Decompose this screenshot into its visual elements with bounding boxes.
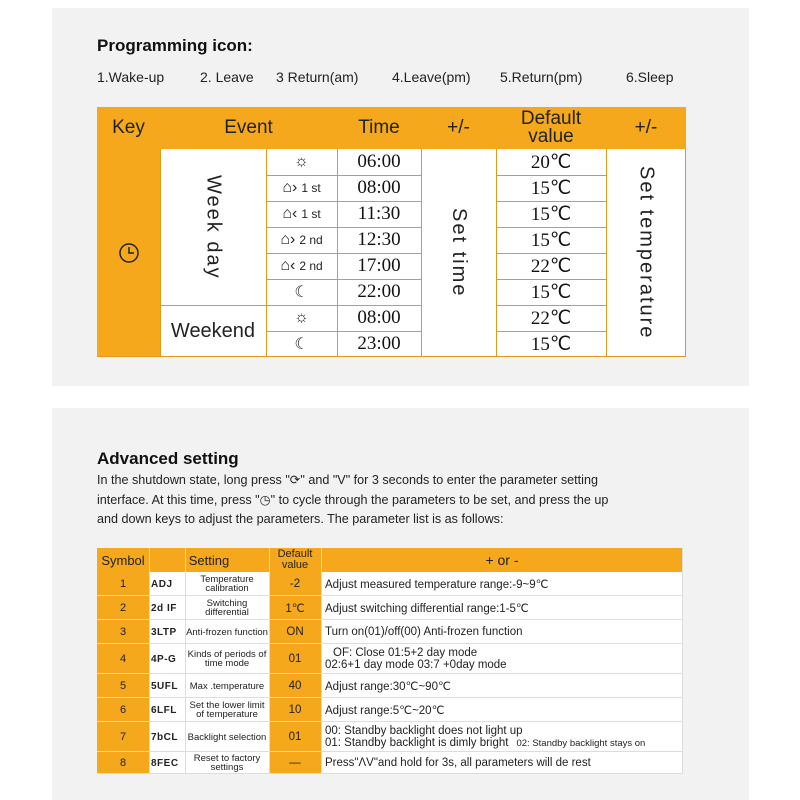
header-key: Key	[97, 107, 160, 149]
setting-name: Set the lower limit of temperature	[189, 700, 265, 720]
icon-legend-item: 2. Leave	[200, 69, 254, 85]
symbol-number: 2	[119, 602, 127, 614]
default-value: ON	[286, 626, 304, 638]
time-cell: 22:00	[357, 281, 401, 302]
programming-title: Programming icon:	[97, 36, 253, 55]
setting-name: Switching differential	[205, 598, 249, 618]
header-symbol: Symbol	[97, 548, 149, 572]
time-cell: 08:00	[357, 177, 401, 198]
icon-legend-item: 3 Return(am)	[276, 69, 359, 85]
icon-legend-item: 6.Sleep	[626, 69, 674, 85]
symbol-number: 1	[119, 578, 127, 590]
period-label: 1 st	[301, 181, 321, 195]
setting-name: Reset to factory settings	[193, 753, 261, 773]
leave-icon: ⌂›	[280, 231, 296, 248]
icon-legend-item: 1.Wake-up	[97, 69, 165, 85]
default-temp-cell: 22℃	[530, 307, 572, 329]
setting-name: Kinds of periods of time mode	[187, 649, 267, 669]
default-value: 01	[288, 653, 302, 665]
weekend-label: Weekend	[170, 319, 256, 342]
intro-line-3: and down keys to adjust the parameters. The parameter list is as follows:	[97, 512, 504, 526]
time-cell: 17:00	[357, 255, 401, 276]
set-time-label: Set time	[448, 208, 470, 298]
return-icon: ⌂‹	[280, 257, 296, 274]
intro-line-1: In the shutdown state, long press "⟳" and "V" for 3 seconds to enter the parameter setting	[97, 473, 598, 487]
adjust-description: Adjust range:5℃~20℃	[325, 705, 445, 717]
setting-name: Max .temperature	[189, 680, 265, 692]
period-label: 1 st	[301, 207, 321, 221]
time-cell: 08:00	[357, 307, 401, 328]
default-value: 1℃	[285, 603, 305, 615]
adjust-description: Turn on(01)/off(00) Anti-frozen function	[325, 626, 523, 638]
symbol-number: 7	[119, 731, 127, 743]
clock-icon	[97, 149, 160, 357]
leave-icon: ⌂›	[282, 179, 298, 196]
setting-name: Anti-frozen function	[186, 626, 268, 638]
header-default-value: Default value	[496, 107, 606, 149]
moon-icon: ☾	[294, 336, 309, 353]
adjust-description: Adjust switching differential range:1-5℃	[325, 603, 529, 615]
event-icon-cell	[266, 227, 337, 253]
intro-line-2: interface. At this time, press "◷" to cycle through the parameters to be set, and press the up	[97, 493, 609, 507]
adjust-description: 00: Standby backlight does not light up 01: Standby backlight is dimly bright 02: Standby backlight stays on	[325, 725, 646, 749]
icon-legend	[97, 69, 697, 87]
header-time: Time	[337, 107, 421, 149]
adjust-description: Press"ΛV"and hold for 3s, all parameters will de rest	[325, 757, 591, 769]
moon-icon: ☾	[294, 284, 309, 301]
default-value: 40	[288, 680, 302, 692]
time-cell: 23:00	[357, 333, 401, 354]
adjust-description: Adjust measured temperature range:-9~9℃	[325, 579, 549, 591]
default-temp-cell: 15℃	[530, 229, 572, 251]
header-plusminus: +/-	[421, 107, 496, 149]
default-temp-cell: 15℃	[530, 281, 572, 303]
header-plus-or-minus: + or -	[321, 548, 683, 572]
default-value: -2	[289, 578, 301, 590]
symbol-number: 6	[119, 704, 127, 716]
symbol-number: 8	[119, 757, 127, 769]
programming-table	[97, 107, 686, 357]
default-temp-cell: 15℃	[530, 333, 572, 355]
parameter-code: 8FEC	[151, 757, 179, 769]
symbol-number: 5	[119, 680, 127, 692]
icon-legend-item: 4.Leave(pm)	[392, 69, 471, 85]
advanced-setting-title: Advanced setting	[97, 449, 239, 468]
week-day-label: Week day	[202, 174, 225, 280]
event-icon-cell	[266, 331, 337, 357]
set-temperature-label: Set temperature	[635, 166, 658, 340]
default-value: 01	[288, 731, 302, 743]
key-column	[97, 149, 160, 357]
parameter-code: 4P-G	[151, 653, 177, 665]
return-icon: ⌂‹	[282, 205, 298, 222]
sun-icon: ☼	[294, 309, 309, 326]
event-icon-cell	[266, 175, 337, 201]
parameter-code: 5UFL	[151, 680, 178, 692]
period-label: 2 nd	[299, 233, 323, 247]
parameter-table	[97, 548, 683, 774]
period-label: 2 nd	[299, 259, 323, 273]
event-icon-cell	[266, 279, 337, 305]
default-value: —	[289, 757, 301, 769]
symbol-number: 3	[119, 626, 127, 638]
parameter-code: ADJ	[151, 578, 173, 590]
event-icon-cell	[266, 201, 337, 227]
default-temp-cell: 15℃	[530, 177, 572, 199]
setting-name: Temperature calibration	[200, 574, 254, 594]
icon-legend-item: 5.Return(pm)	[500, 69, 583, 85]
header-setting: Setting	[149, 548, 269, 572]
parameter-code: 2d IF	[151, 602, 177, 614]
sun-icon: ☼	[294, 153, 309, 170]
adjust-description: Adjust range:30℃~90℃	[325, 681, 451, 693]
parameter-code: 3LTP	[151, 626, 177, 638]
parameter-code: 7bCL	[151, 731, 178, 743]
setting-name: Backlight selection	[187, 731, 267, 743]
default-temp-cell: 20℃	[530, 151, 572, 173]
default-temp-cell: 15℃	[530, 203, 572, 225]
header-default-value: Default value	[269, 548, 321, 572]
symbol-number: 4	[119, 653, 127, 665]
time-cell: 11:30	[357, 203, 401, 224]
default-temp-cell: 22℃	[530, 255, 572, 277]
default-value: 10	[288, 704, 302, 716]
header-plusminus-2: +/-	[606, 107, 686, 149]
adjust-description: OF: Close 01:5+2 day mode 02:6+1 day mode 03:7 +0day mode	[325, 647, 507, 671]
time-cell: 06:00	[357, 151, 401, 172]
time-cell: 12:30	[357, 229, 401, 250]
event-icon-cell	[266, 149, 337, 175]
event-icon-cell	[266, 253, 337, 279]
event-icon-cell	[266, 305, 337, 331]
parameter-code: 6LFL	[151, 704, 177, 716]
header-event: Event	[160, 107, 337, 149]
